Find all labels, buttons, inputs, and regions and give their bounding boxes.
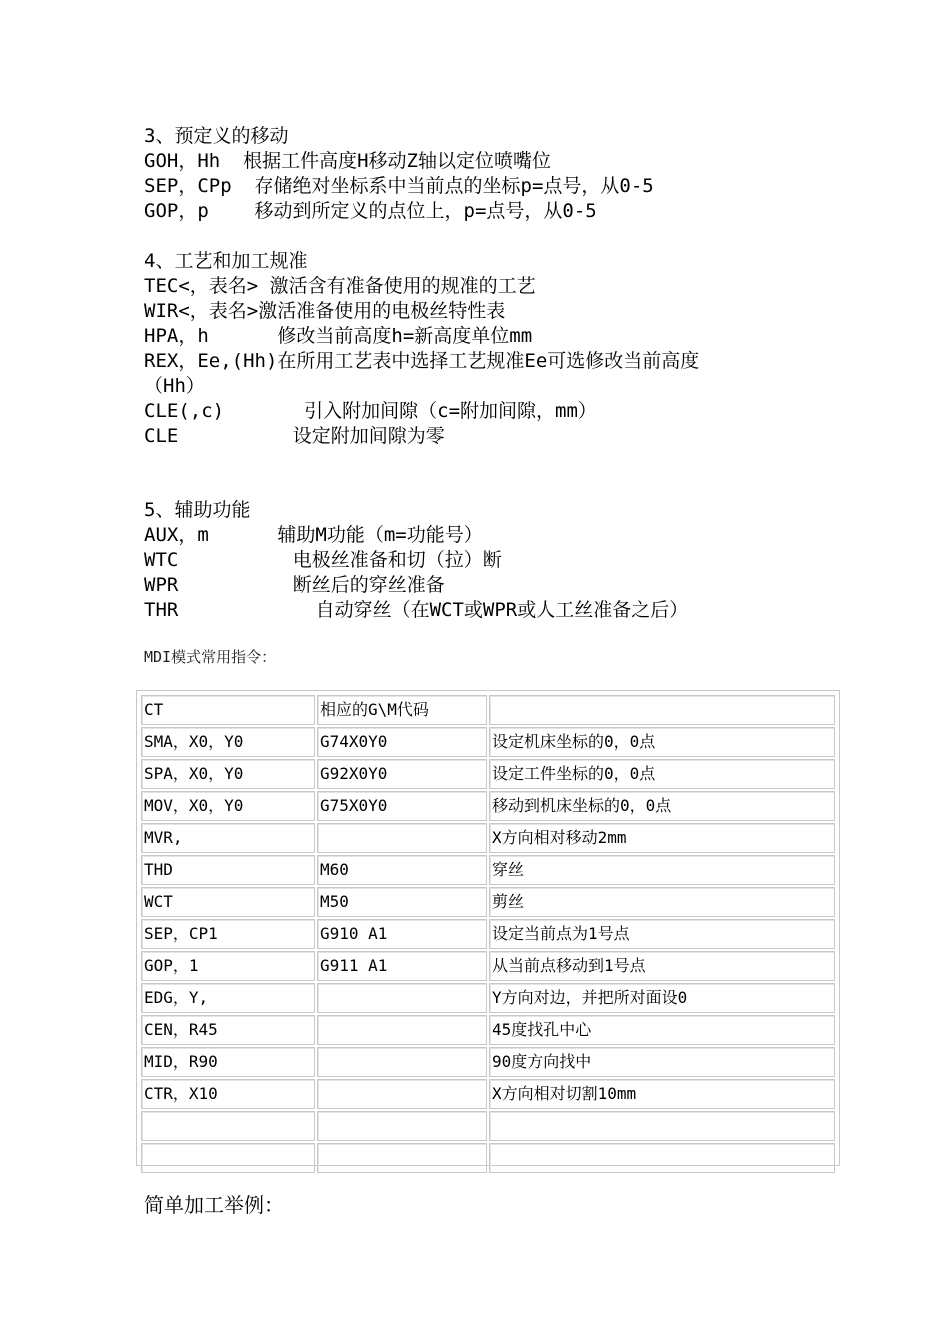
table-cell-command: SMA，X0，Y0: [141, 727, 315, 757]
table-row: [141, 983, 835, 1013]
table-row: [141, 855, 835, 885]
command-line: TEC<，表名> 激活含有准备使用的规准的工艺: [144, 275, 536, 297]
command-line-continuation: （Hh）: [144, 375, 205, 397]
table-row: [141, 727, 835, 757]
table-row: [141, 823, 835, 853]
table-cell-command: GOP，1: [141, 951, 315, 981]
table-cell-command: THD: [141, 855, 315, 885]
table-cell-command: WCT: [141, 887, 315, 917]
table-cell-command: CT: [141, 695, 315, 725]
table-cell-code: [317, 1143, 487, 1173]
table-cell-code: G75X0Y0: [317, 791, 487, 821]
command-line: WPR 断丝后的穿丝准备: [144, 574, 445, 596]
table-row: [141, 951, 835, 981]
mdi-command-table: [136, 690, 840, 1166]
table-cell-command: MVR,: [141, 823, 315, 853]
table-cell-description: 设定机床坐标的0，0点: [489, 727, 835, 757]
table-cell-code: 相应的G\M代码: [317, 695, 487, 725]
table-row: [141, 1143, 835, 1173]
table-cell-description: X方向相对切割10mm: [489, 1079, 835, 1109]
table-cell-code: [317, 1047, 487, 1077]
table-cell-description: 移动到机床坐标的0，0点: [489, 791, 835, 821]
table-cell-description: [489, 1143, 835, 1173]
table-cell-command: [141, 1111, 315, 1141]
table-cell-code: M60: [317, 855, 487, 885]
table-cell-code: [317, 1015, 487, 1045]
command-line: CLE(,c) 引入附加间隙（c=附加间隙，mm）: [144, 400, 597, 422]
table-cell-command: SEP，CP1: [141, 919, 315, 949]
table-cell-description: 设定当前点为1号点: [489, 919, 835, 949]
table-row: [141, 1015, 835, 1045]
command-line: REX，Ee,(Hh)在所用工艺表中选择工艺规准Ee可选修改当前高度: [144, 350, 700, 372]
command-line: CLE 设定附加间隙为零: [144, 425, 445, 447]
table-cell-code: [317, 983, 487, 1013]
mdi-title: MDI模式常用指令：: [144, 648, 277, 666]
table-cell-code: [317, 1111, 487, 1141]
command-line: AUX，m 辅助M功能（m=功能号）: [144, 524, 483, 546]
table-cell-description: 设定工件坐标的0，0点: [489, 759, 835, 789]
table-cell-command: MOV，X0，Y0: [141, 791, 315, 821]
table-cell-code: [317, 1079, 487, 1109]
table-cell-description: 45度找孔中心: [489, 1015, 835, 1045]
table-cell-command: CEN，R45: [141, 1015, 315, 1045]
command-line: THR 自动穿丝（在WCT或WPR或人工丝准备之后）: [144, 599, 689, 621]
table-row: [141, 1047, 835, 1077]
table-cell-code: [317, 823, 487, 853]
table-cell-description: 剪丝: [489, 887, 835, 917]
command-line: WIR<，表名>激活准备使用的电极丝特性表: [144, 300, 506, 322]
table-row: [141, 919, 835, 949]
table-cell-code: M50: [317, 887, 487, 917]
table-cell-command: EDG，Y,: [141, 983, 315, 1013]
table-cell-code: G911 A1: [317, 951, 487, 981]
table-cell-code: G92X0Y0: [317, 759, 487, 789]
command-line: GOH，Hh 根据工件高度H移动Z轴以定位喷嘴位: [144, 150, 551, 172]
table-cell-code: G74X0Y0: [317, 727, 487, 757]
table-cell-description: 从当前点移动到1号点: [489, 951, 835, 981]
table-row: [141, 887, 835, 917]
table-cell-code: G910 A1: [317, 919, 487, 949]
table-cell-command: CTR，X10: [141, 1079, 315, 1109]
table-cell-command: [141, 1143, 315, 1173]
command-line: WTC 电极丝准备和切（拉）断: [144, 549, 502, 571]
example-heading: 简单加工举例：: [144, 1193, 284, 1217]
command-line: SEP，CPp 存储绝对坐标系中当前点的坐标p=点号，从0-5: [144, 175, 654, 197]
table-cell-command: MID，R90: [141, 1047, 315, 1077]
table-row: [141, 759, 835, 789]
table-cell-description: [489, 1111, 835, 1141]
table-row: [141, 695, 835, 725]
table-cell-description: [489, 695, 835, 725]
command-line: HPA，h 修改当前高度h=新高度单位mm: [144, 325, 533, 347]
table-cell-description: Y方向对边，并把所对面设0: [489, 983, 835, 1013]
table-cell-command: SPA，X0，Y0: [141, 759, 315, 789]
section-4-title: 4、工艺和加工规准: [144, 250, 308, 272]
table-cell-description: 穿丝: [489, 855, 835, 885]
table-row: [141, 1111, 835, 1141]
section-3-title: 3、预定义的移动: [144, 125, 289, 147]
table-row: [141, 791, 835, 821]
table-cell-description: X方向相对移动2mm: [489, 823, 835, 853]
section-5-title: 5、辅助功能: [144, 499, 251, 521]
command-line: GOP，p 移动到所定义的点位上，p=点号，从0-5: [144, 200, 597, 222]
table-row: [141, 1079, 835, 1109]
table-cell-description: 90度方向找中: [489, 1047, 835, 1077]
